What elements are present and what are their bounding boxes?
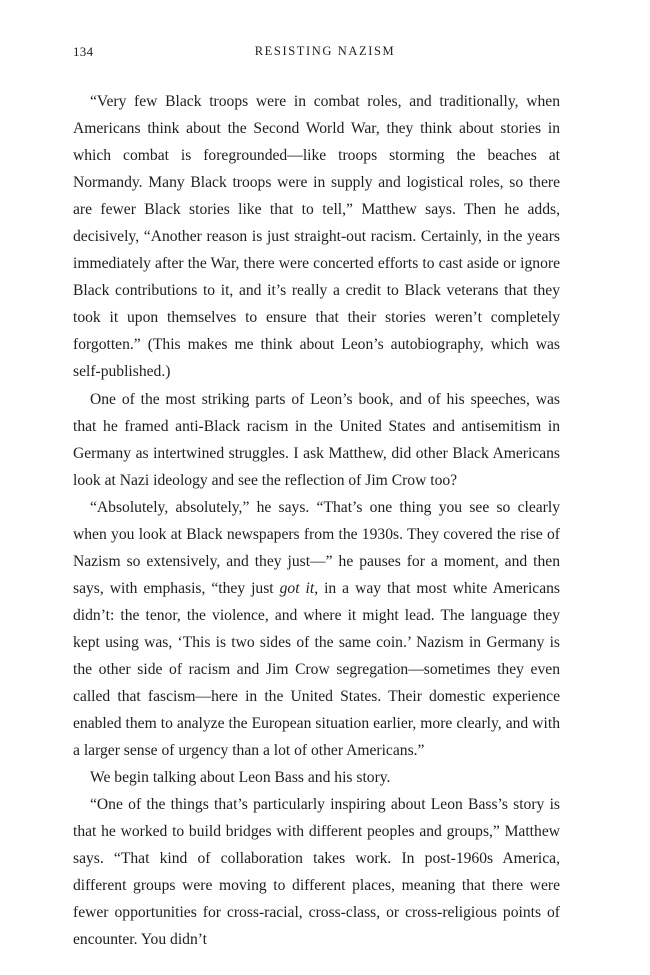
paragraph-text: One of the most striking parts of Leon’s book, and of his speeches, was that he framed anti-Black racism in the United States and antisemitism in Germany as intertwined struggles. I ask Matthew, did other Black Americans look at Nazi ideology and see the reflection of Jim Crow too? [73, 390, 560, 489]
paragraph-text: “Very few Black troops were in combat roles, and traditionally, when Americans think about the Second World War, they think about stories in which combat is foregrounded—like troops storming the beaches at Normandy. Many Black troops were in supply and logistical roles, so there are fewer Black stories like that to tell,” Matthew says. Then he adds, decisively, “Another reason is just straight-out racism. Certainly, in the years immediately after the War, there were concerted efforts to cast aside or ignore Black contributions to it, and it’s really a credit to Black veterans that they took it upon themselves to ensure that their stories weren’t completely forgotten.” (This makes me think about Leon’s autobiography, which was self-published.) [73, 93, 560, 381]
paragraph-text: “One of the things that’s particularly inspiring about Leon Bass’s story is that he worked to build bridges with different peoples and groups,” Matthew says. “That kind of collaboration takes work. In post-1960s America, different groups were moving to different places, meaning that there were fewer opportunities for cross-racial, cross-class, or cross-religious points of encounter. You didn’t [73, 796, 560, 949]
emphasis-text: got it [279, 579, 315, 597]
paragraph [73, 791, 560, 953]
paragraph [73, 764, 560, 791]
paragraph [73, 88, 560, 386]
page-number: 134 [73, 44, 94, 59]
running-title: RESISTING NAZISM [254, 44, 396, 58]
paragraph [73, 386, 560, 494]
paragraph-text: , in a way that most white Americans didn’t: the tenor, the violence, and where it might lead. The language they kept using was, ‘This is two sides of the same coin.’ Nazism in Germany is the other side of racism and Jim Crow segregation—sometimes they even called that fascism—here in the United States. Their domestic experience enabled them to analyze the European situation earlier, more clearly, and with a larger sense of urgency than a lot of other Americans.” [73, 579, 560, 760]
body-text [73, 88, 560, 954]
paragraph [73, 494, 560, 764]
paragraph-text: We begin talking about Leon Bass and his story. [90, 769, 391, 787]
running-head [0, 44, 650, 64]
paragraph-text: “Absolutely, absolutely,” he says. “That’s one thing you see so clearly when you look at Black newspapers from the 1930s. They covered the rise of Nazism so extensively, and they just—” he pauses for a moment, and then says, with emphasis, “they just [73, 498, 560, 597]
